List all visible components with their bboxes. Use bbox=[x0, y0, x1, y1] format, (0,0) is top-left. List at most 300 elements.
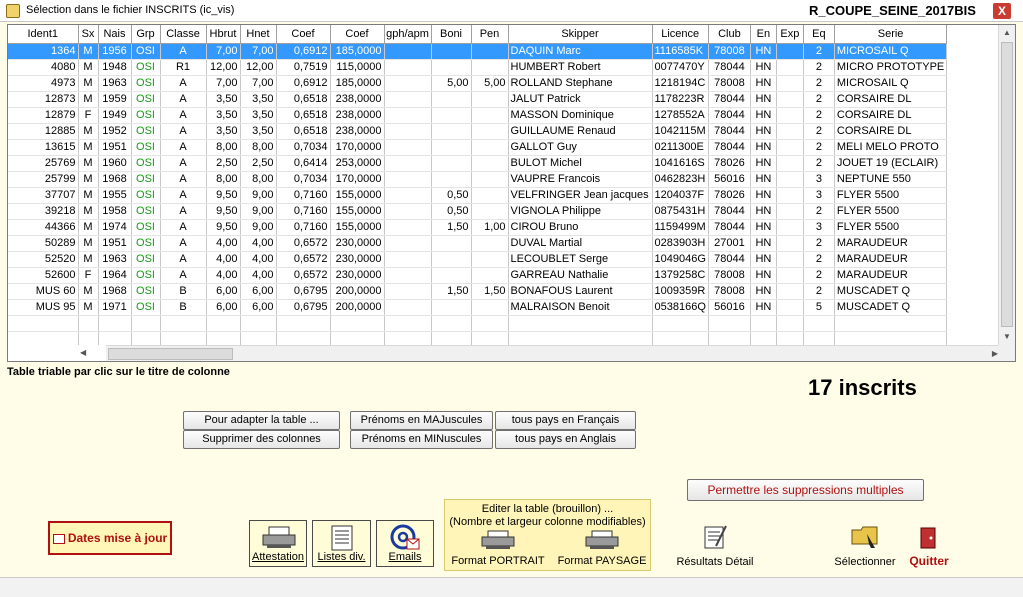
table-row[interactable] bbox=[8, 123, 947, 139]
table-cell: 0462823H bbox=[652, 171, 708, 187]
table-cell: A bbox=[160, 107, 206, 123]
table-cell: 1,50 bbox=[431, 219, 471, 235]
table-cell: M bbox=[78, 203, 98, 219]
table-cell: 4,00 bbox=[240, 267, 276, 283]
horizontal-scrollbar[interactable] bbox=[106, 345, 1000, 362]
table-cell bbox=[384, 91, 431, 107]
table-cell: 2 bbox=[803, 203, 834, 219]
table-row[interactable] bbox=[8, 299, 947, 315]
table-cell: MARAUDEUR bbox=[834, 251, 946, 267]
close-button[interactable]: X bbox=[993, 3, 1011, 19]
table-cell: M bbox=[78, 283, 98, 299]
table-cell: 0,7034 bbox=[276, 171, 330, 187]
table-cell: 9,50 bbox=[206, 187, 240, 203]
table-cell: 2 bbox=[803, 107, 834, 123]
table-cell: 1964 bbox=[98, 267, 131, 283]
table-cell bbox=[431, 59, 471, 75]
table-cell: 3,50 bbox=[206, 91, 240, 107]
table-cell bbox=[431, 139, 471, 155]
table-cell bbox=[431, 107, 471, 123]
adapt-table-button[interactable]: Pour adapter la table ... bbox=[183, 411, 340, 430]
table-cell: 2,50 bbox=[206, 155, 240, 171]
lists-button[interactable] bbox=[312, 520, 371, 567]
table-cell: 1968 bbox=[98, 283, 131, 299]
multi-delete-button[interactable]: Permettre les suppressions multiples bbox=[687, 479, 924, 501]
table-cell: 0,6572 bbox=[276, 267, 330, 283]
column-header[interactable]: Licence bbox=[652, 25, 708, 43]
table-cell: 0,6795 bbox=[276, 299, 330, 315]
table-cell: HN bbox=[750, 171, 776, 187]
table-row[interactable] bbox=[8, 59, 947, 75]
table-cell bbox=[431, 91, 471, 107]
table-cell: JALUT Patrick bbox=[508, 91, 652, 107]
table-cell bbox=[471, 299, 508, 315]
table-cell: HN bbox=[750, 203, 776, 219]
table-cell: 1379258C bbox=[652, 267, 708, 283]
table-row[interactable] bbox=[8, 139, 947, 155]
column-header[interactable]: Coef bbox=[330, 25, 384, 43]
table-cell: 0,50 bbox=[431, 187, 471, 203]
table-cell: 230,0000 bbox=[330, 235, 384, 251]
lowercase-names-button[interactable]: Prénoms en MINuscules bbox=[350, 430, 493, 449]
table-cell bbox=[384, 123, 431, 139]
column-header[interactable]: Eq bbox=[803, 25, 834, 43]
table-cell: 9,00 bbox=[240, 187, 276, 203]
table-cell: 39218 bbox=[8, 203, 78, 219]
table-cell: 78026 bbox=[708, 155, 750, 171]
table-cell: 78044 bbox=[708, 91, 750, 107]
table-cell: 8,00 bbox=[206, 139, 240, 155]
table-row[interactable] bbox=[8, 251, 947, 267]
printer-icon bbox=[261, 525, 297, 549]
table-cell: 0538166Q bbox=[652, 299, 708, 315]
table-cell: 13615 bbox=[8, 139, 78, 155]
table-cell: 8,00 bbox=[240, 139, 276, 155]
table-cell bbox=[276, 315, 330, 331]
table-cell: 0,7160 bbox=[276, 203, 330, 219]
table-cell: M bbox=[78, 235, 98, 251]
table-cell: 78008 bbox=[708, 75, 750, 91]
table-cell bbox=[384, 267, 431, 283]
table-cell bbox=[471, 171, 508, 187]
table-cell: 6,00 bbox=[206, 299, 240, 315]
table-cell: 78008 bbox=[708, 267, 750, 283]
document-list-icon bbox=[328, 524, 356, 552]
table-cell: 170,0000 bbox=[330, 139, 384, 155]
table-cell: 1958 bbox=[98, 203, 131, 219]
table-cell: 1159499M bbox=[652, 219, 708, 235]
table-cell: 7,00 bbox=[240, 43, 276, 59]
table-cell bbox=[330, 315, 384, 331]
table-cell bbox=[776, 107, 803, 123]
column-header[interactable]: Hnet bbox=[240, 25, 276, 43]
column-header[interactable]: Classe bbox=[160, 25, 206, 43]
column-header[interactable]: Skipper bbox=[508, 25, 652, 43]
countries-english-button[interactable]: tous pays en Anglais bbox=[495, 430, 636, 449]
table-cell bbox=[384, 75, 431, 91]
table-cell bbox=[471, 203, 508, 219]
table-cell: 2 bbox=[803, 251, 834, 267]
table-row[interactable] bbox=[8, 235, 947, 251]
column-header[interactable]: Serie bbox=[834, 25, 946, 43]
column-header[interactable]: Ident1 bbox=[8, 25, 78, 43]
table-cell: 155,0000 bbox=[330, 203, 384, 219]
table-cell: A bbox=[160, 155, 206, 171]
table-cell: OSI bbox=[131, 75, 160, 91]
table-cell bbox=[471, 187, 508, 203]
status-bar bbox=[0, 577, 1023, 597]
table-cell: 56016 bbox=[708, 171, 750, 187]
table-cell: 9,00 bbox=[240, 203, 276, 219]
table-cell: 0,6912 bbox=[276, 75, 330, 91]
table-cell: 200,0000 bbox=[330, 299, 384, 315]
table-row[interactable] bbox=[8, 171, 947, 187]
table-cell: OSI bbox=[131, 139, 160, 155]
table-row[interactable] bbox=[8, 91, 947, 107]
table-cell: 4,00 bbox=[206, 235, 240, 251]
table-cell: MUSCADET Q bbox=[834, 299, 946, 315]
table-row[interactable] bbox=[8, 43, 947, 59]
table-cell bbox=[776, 315, 803, 331]
table-row[interactable] bbox=[8, 187, 947, 203]
table-cell bbox=[750, 315, 776, 331]
table-cell: 78044 bbox=[708, 219, 750, 235]
table-cell: 0,6912 bbox=[276, 43, 330, 59]
table-cell: 4,00 bbox=[206, 267, 240, 283]
table-cell: 238,0000 bbox=[330, 107, 384, 123]
table-cell: 1116585K bbox=[652, 43, 708, 59]
table-cell: 1955 bbox=[98, 187, 131, 203]
column-header[interactable]: Coef bbox=[276, 25, 330, 43]
table-cell: 155,0000 bbox=[330, 187, 384, 203]
table-cell: 1,00 bbox=[471, 219, 508, 235]
table-cell bbox=[8, 315, 78, 331]
table-cell: 8,00 bbox=[206, 171, 240, 187]
table-cell: 1278552A bbox=[652, 107, 708, 123]
landscape-print-button[interactable] bbox=[552, 530, 652, 570]
table-cell: 78026 bbox=[708, 187, 750, 203]
table-cell: 4,00 bbox=[240, 251, 276, 267]
table-cell: 1960 bbox=[98, 155, 131, 171]
table-cell: 5,00 bbox=[431, 75, 471, 91]
table-cell: HN bbox=[750, 187, 776, 203]
table-cell bbox=[431, 267, 471, 283]
table-cell: HN bbox=[750, 123, 776, 139]
table-cell: FLYER 5500 bbox=[834, 219, 946, 235]
table-cell: OSI bbox=[131, 203, 160, 219]
email-at-icon bbox=[389, 523, 421, 553]
table-cell bbox=[776, 171, 803, 187]
table-cell bbox=[776, 235, 803, 251]
table-cell: HN bbox=[750, 235, 776, 251]
table-cell: 3,50 bbox=[206, 123, 240, 139]
table-cell: CORSAIRE DL bbox=[834, 91, 946, 107]
table-cell: MASSON Dominique bbox=[508, 107, 652, 123]
calendar-icon bbox=[53, 534, 65, 544]
table-cell: 2 bbox=[803, 155, 834, 171]
table-cell: CIROU Bruno bbox=[508, 219, 652, 235]
column-header[interactable]: Boni bbox=[431, 25, 471, 43]
table-cell: 1968 bbox=[98, 171, 131, 187]
table-cell bbox=[384, 315, 431, 331]
table-cell: 185,0000 bbox=[330, 75, 384, 91]
table-cell bbox=[384, 107, 431, 123]
frozen-scroll-area bbox=[8, 345, 106, 362]
table-cell: 2 bbox=[803, 75, 834, 91]
table-cell bbox=[471, 123, 508, 139]
table-cell bbox=[240, 315, 276, 331]
vertical-scroll-thumb[interactable] bbox=[1001, 42, 1013, 327]
scroll-right-icon[interactable]: ▶ bbox=[991, 349, 998, 358]
dates-update-label: Dates mise à jour bbox=[67, 531, 168, 545]
column-header[interactable]: Hbrut bbox=[206, 25, 240, 43]
printer-icon bbox=[480, 530, 516, 550]
table-cell: 1956 bbox=[98, 43, 131, 59]
table-cell bbox=[471, 43, 508, 59]
table-cell: 170,0000 bbox=[330, 171, 384, 187]
table-row[interactable] bbox=[8, 267, 947, 283]
table-cell bbox=[776, 75, 803, 91]
table-cell bbox=[471, 251, 508, 267]
table-cell bbox=[78, 315, 98, 331]
table-row[interactable] bbox=[8, 219, 947, 235]
table-cell: 4,00 bbox=[240, 235, 276, 251]
table-cell: MUS 60 bbox=[8, 283, 78, 299]
column-header[interactable]: Pen bbox=[471, 25, 508, 43]
table-cell: 6,00 bbox=[240, 299, 276, 315]
table-cell bbox=[652, 315, 708, 331]
table-cell bbox=[776, 43, 803, 59]
table-cell: OSI bbox=[131, 43, 160, 59]
table-cell: M bbox=[78, 75, 98, 91]
table-cell: NEPTUNE 550 bbox=[834, 171, 946, 187]
table-cell: FLYER 5500 bbox=[834, 187, 946, 203]
table-cell: 12879 bbox=[8, 107, 78, 123]
table-cell: 0,6518 bbox=[276, 91, 330, 107]
quit-button[interactable] bbox=[903, 526, 955, 568]
table-cell bbox=[776, 219, 803, 235]
table-cell: VAUPRE Francois bbox=[508, 171, 652, 187]
select-button[interactable] bbox=[832, 520, 898, 568]
portrait-print-button[interactable] bbox=[448, 530, 548, 570]
table-cell bbox=[160, 315, 206, 331]
table-cell: MICROSAIL Q bbox=[834, 75, 946, 91]
table-cell: HN bbox=[750, 267, 776, 283]
table-cell bbox=[384, 299, 431, 315]
table-cell: 1963 bbox=[98, 251, 131, 267]
table-cell: M bbox=[78, 155, 98, 171]
table-cell: MUSCADET Q bbox=[834, 283, 946, 299]
uppercase-names-button[interactable]: Prénoms en MAJuscules bbox=[350, 411, 493, 430]
table-cell bbox=[431, 155, 471, 171]
table-cell: 1951 bbox=[98, 235, 131, 251]
horizontal-scroll-thumb[interactable] bbox=[108, 348, 233, 360]
table-cell: HN bbox=[750, 91, 776, 107]
emails-button[interactable] bbox=[376, 520, 434, 567]
table-cell bbox=[776, 283, 803, 299]
column-header[interactable]: Exp bbox=[776, 25, 803, 43]
table-cell: A bbox=[160, 75, 206, 91]
table-cell: HN bbox=[750, 43, 776, 59]
table-cell bbox=[776, 91, 803, 107]
table-cell bbox=[431, 123, 471, 139]
column-header[interactable]: En bbox=[750, 25, 776, 43]
table-cell: GALLOT Guy bbox=[508, 139, 652, 155]
column-header[interactable]: Nais bbox=[98, 25, 131, 43]
table-cell: OSI bbox=[131, 219, 160, 235]
column-header[interactable]: Grp bbox=[131, 25, 160, 43]
table-cell: MARAUDEUR bbox=[834, 235, 946, 251]
table-cell: 0,6572 bbox=[276, 235, 330, 251]
countries-french-button[interactable]: tous pays en Français bbox=[495, 411, 636, 430]
table-cell: BONAFOUS Laurent bbox=[508, 283, 652, 299]
table-cell: 238,0000 bbox=[330, 91, 384, 107]
table-cell: M bbox=[78, 187, 98, 203]
table-cell: OSI bbox=[131, 123, 160, 139]
table-cell: 7,00 bbox=[206, 75, 240, 91]
table-cell: OSI bbox=[131, 299, 160, 315]
column-header[interactable]: gph/apm bbox=[384, 25, 431, 43]
table-cell: HN bbox=[750, 75, 776, 91]
table-cell: 0,50 bbox=[431, 203, 471, 219]
table-cell: 2 bbox=[803, 283, 834, 299]
scroll-up-icon[interactable]: ▲ bbox=[1003, 28, 1011, 37]
table-cell: CORSAIRE DL bbox=[834, 123, 946, 139]
printer-icon bbox=[584, 530, 620, 550]
table-cell: A bbox=[160, 43, 206, 59]
table-cell: 155,0000 bbox=[330, 219, 384, 235]
print-panel bbox=[444, 499, 651, 571]
table-cell: 78008 bbox=[708, 283, 750, 299]
table-cell bbox=[471, 267, 508, 283]
table-row[interactable] bbox=[8, 203, 947, 219]
table-cell: 115,0000 bbox=[330, 59, 384, 75]
table-cell bbox=[776, 251, 803, 267]
table-cell: 0,7519 bbox=[276, 59, 330, 75]
lists-label: Listes div. bbox=[317, 551, 366, 563]
table-cell: 1178223R bbox=[652, 91, 708, 107]
table-cell: 238,0000 bbox=[330, 123, 384, 139]
table-cell: 78044 bbox=[708, 59, 750, 75]
emails-label: Emails bbox=[388, 551, 422, 563]
column-header[interactable]: Sx bbox=[78, 25, 98, 43]
table-cell bbox=[776, 155, 803, 171]
table-cell: 230,0000 bbox=[330, 251, 384, 267]
portrait-label: Format PORTRAIT bbox=[451, 555, 545, 567]
table-cell bbox=[471, 107, 508, 123]
table-cell: HN bbox=[750, 139, 776, 155]
dates-update-button[interactable] bbox=[48, 521, 172, 555]
table-row[interactable] bbox=[8, 107, 947, 123]
table-cell bbox=[776, 187, 803, 203]
table-cell bbox=[384, 251, 431, 267]
table-cell: 185,0000 bbox=[330, 43, 384, 59]
table-cell: HN bbox=[750, 155, 776, 171]
vertical-scrollbar[interactable] bbox=[998, 25, 1015, 345]
scroll-down-icon[interactable]: ▼ bbox=[1003, 332, 1011, 341]
table-cell: 12885 bbox=[8, 123, 78, 139]
table-cell: DUVAL Martial bbox=[508, 235, 652, 251]
table-cell: 3,50 bbox=[240, 123, 276, 139]
attestation-button[interactable] bbox=[249, 520, 307, 567]
select-label: Sélectionner bbox=[834, 556, 896, 568]
table-cell: M bbox=[78, 171, 98, 187]
table-cell: 78044 bbox=[708, 251, 750, 267]
table-cell: OSI bbox=[131, 107, 160, 123]
table-cell: 78044 bbox=[708, 203, 750, 219]
table-cell: BULOT Michel bbox=[508, 155, 652, 171]
table-cell bbox=[431, 43, 471, 59]
table-cell: M bbox=[78, 139, 98, 155]
column-header[interactable]: Club bbox=[708, 25, 750, 43]
scroll-left-icon[interactable]: ◀ bbox=[80, 348, 87, 357]
table-cell: GARREAU Nathalie bbox=[508, 267, 652, 283]
table-cell: MARAUDEUR bbox=[834, 267, 946, 283]
table-cell: 3,50 bbox=[240, 91, 276, 107]
table-cell: R1 bbox=[160, 59, 206, 75]
table-row[interactable] bbox=[8, 75, 947, 91]
table-cell: 5,00 bbox=[471, 75, 508, 91]
table-cell: 1009359R bbox=[652, 283, 708, 299]
table-cell: B bbox=[160, 283, 206, 299]
table-cell: 1,50 bbox=[431, 283, 471, 299]
table-cell: 56016 bbox=[708, 299, 750, 315]
table-cell: OSI bbox=[131, 171, 160, 187]
table-cell: 37707 bbox=[8, 187, 78, 203]
table-cell: 12873 bbox=[8, 91, 78, 107]
quit-label: Quitter bbox=[909, 554, 949, 568]
table-cell: A bbox=[160, 267, 206, 283]
table-cell: B bbox=[160, 299, 206, 315]
exit-door-icon bbox=[917, 526, 941, 550]
table-cell: 1959 bbox=[98, 91, 131, 107]
table-cell: 0077470Y bbox=[652, 59, 708, 75]
table-cell bbox=[776, 123, 803, 139]
table-cell: F bbox=[78, 107, 98, 123]
table-cell: HN bbox=[750, 107, 776, 123]
remove-columns-button[interactable]: Supprimer des colonnes bbox=[183, 430, 340, 449]
table-row[interactable] bbox=[8, 283, 947, 299]
folder-select-icon bbox=[849, 520, 881, 550]
table-cell bbox=[834, 315, 946, 331]
table-cell: 2 bbox=[803, 59, 834, 75]
table-cell bbox=[776, 299, 803, 315]
table-cell: M bbox=[78, 219, 98, 235]
table-cell: 3 bbox=[803, 187, 834, 203]
table-cell: MUS 95 bbox=[8, 299, 78, 315]
table-cell bbox=[471, 59, 508, 75]
table-cell bbox=[384, 187, 431, 203]
table-cell: A bbox=[160, 203, 206, 219]
table-cell: 9,50 bbox=[206, 219, 240, 235]
table-cell: 3,50 bbox=[240, 107, 276, 123]
table-cell: M bbox=[78, 91, 98, 107]
table-cell bbox=[131, 315, 160, 331]
table-cell: 0,7160 bbox=[276, 219, 330, 235]
table-cell: 2 bbox=[803, 91, 834, 107]
table-row[interactable] bbox=[8, 155, 947, 171]
table-cell: M bbox=[78, 43, 98, 59]
table-cell bbox=[431, 251, 471, 267]
table-cell: 2,50 bbox=[240, 155, 276, 171]
table-cell: 25769 bbox=[8, 155, 78, 171]
table-cell: 0,7160 bbox=[276, 187, 330, 203]
table-cell: A bbox=[160, 91, 206, 107]
results-detail-button[interactable] bbox=[673, 524, 757, 568]
table-cell: 50289 bbox=[8, 235, 78, 251]
table-cell bbox=[471, 91, 508, 107]
table-cell bbox=[431, 299, 471, 315]
